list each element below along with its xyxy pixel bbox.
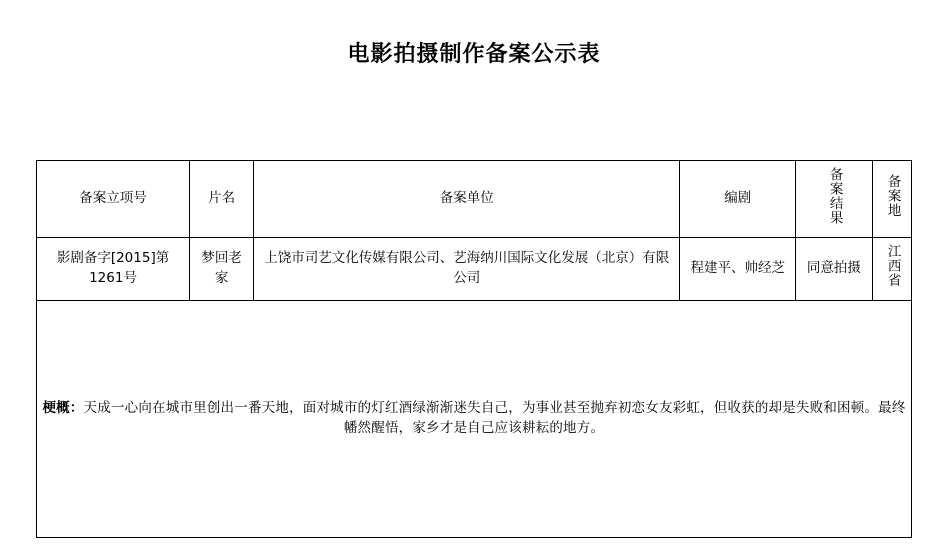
table-body bbox=[37, 238, 912, 538]
document-page bbox=[0, 42, 948, 555]
header-filing-number: 备案立项号 bbox=[37, 161, 190, 238]
table-header-row bbox=[37, 161, 912, 238]
table-header bbox=[37, 161, 912, 238]
synopsis-text: 天成一心向在城市里创出一番天地，面对城市的灯红酒绿渐渐迷失自己，为事业甚至抛弃初恋女友彩虹，但收获的却是失败和困顿。最终幡然醒悟，家乡才是自己应该耕耘的地方。 bbox=[83, 400, 906, 436]
header-film-title: 片名 bbox=[190, 161, 254, 238]
cell-synopsis bbox=[37, 301, 912, 538]
header-filing-result bbox=[796, 161, 873, 238]
header-filing-unit: 备案单位 bbox=[254, 161, 680, 238]
header-filing-result-text: 备案结果 bbox=[826, 166, 843, 225]
cell-filing-place-text: 江西省 bbox=[884, 243, 901, 288]
table-row bbox=[37, 238, 912, 301]
header-filing-place bbox=[872, 161, 911, 238]
cell-screenwriter: 程建平、帅经芝 bbox=[680, 238, 796, 301]
cell-filing-place bbox=[872, 238, 911, 301]
table-synopsis-row bbox=[37, 301, 912, 538]
page-title: 电影拍摄制作备案公示表 bbox=[347, 42, 601, 67]
filing-table-wrapper bbox=[36, 160, 912, 538]
cell-film-title: 梦回老家 bbox=[190, 238, 254, 301]
film-filing-table bbox=[36, 160, 912, 538]
cell-filing-result: 同意拍摄 bbox=[796, 238, 873, 301]
header-filing-place-text: 备案地 bbox=[884, 173, 901, 218]
synopsis-label: 梗概： bbox=[42, 400, 84, 417]
cell-filing-number: 影剧备字[2015]第1261号 bbox=[37, 238, 190, 301]
cell-filing-unit: 上饶市司艺文化传媒有限公司、艺海纳川国际文化发展（北京）有限公司 bbox=[254, 238, 680, 301]
header-screenwriter: 编剧 bbox=[680, 161, 796, 238]
